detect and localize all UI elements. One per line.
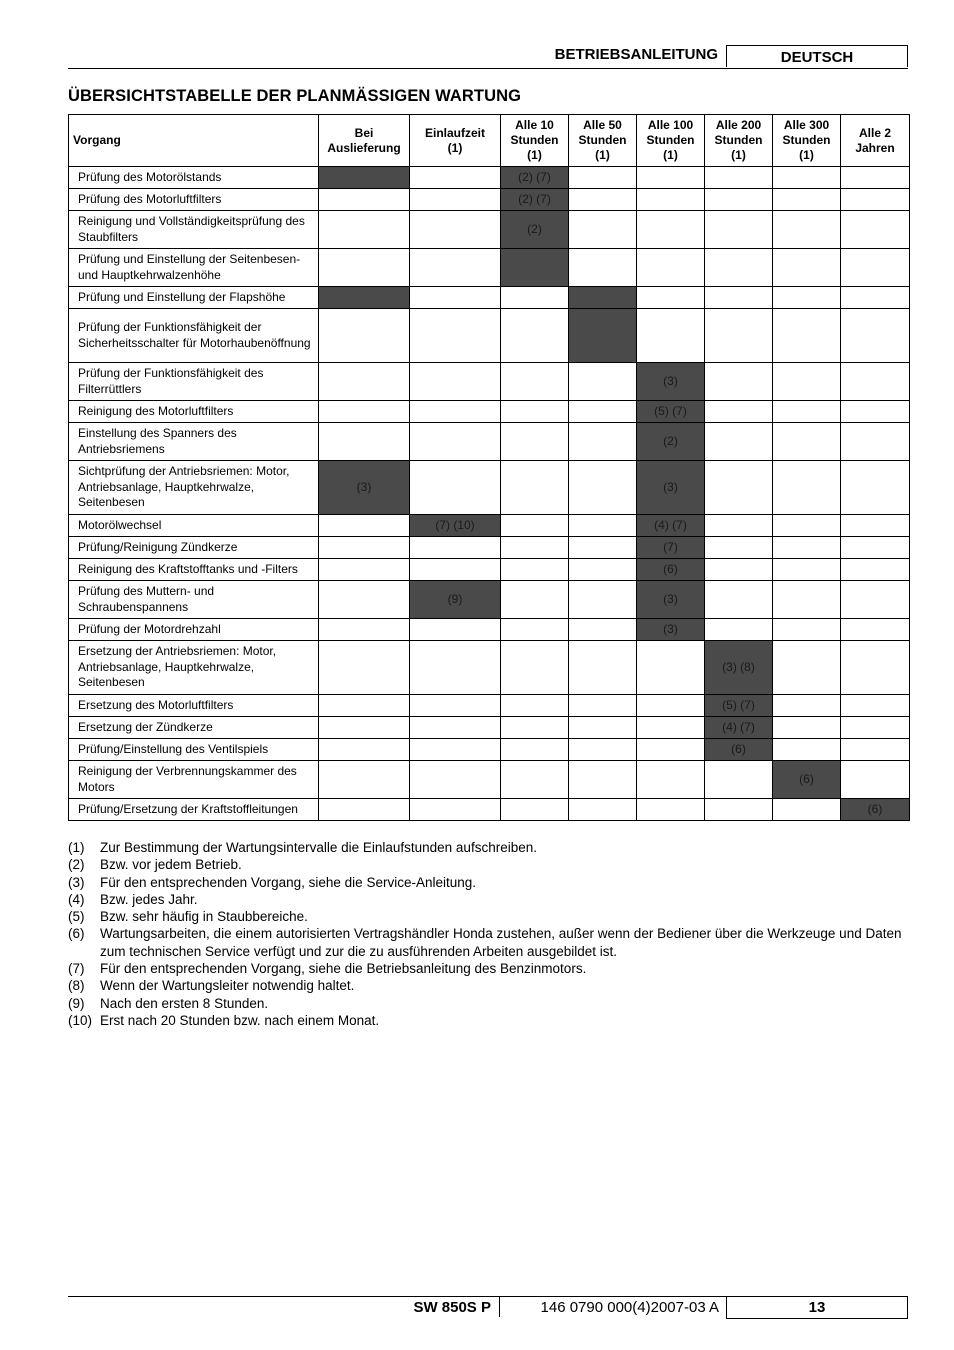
- interval-cell: [319, 695, 410, 717]
- interval-cell: [705, 619, 773, 641]
- interval-note: (3) (8): [722, 659, 755, 674]
- table-row: [69, 695, 910, 717]
- interval-cell: [637, 167, 705, 189]
- interval-cell: [410, 309, 501, 363]
- table-header-row: [69, 115, 910, 167]
- operation-cell: Reinigung des Motorluftfilters: [69, 401, 319, 423]
- operation-cell: Prüfung und Einstellung der Seitenbesen- und Hauptkehrwalzenhöhe: [69, 249, 319, 287]
- interval-cell: [773, 537, 841, 559]
- interval-cell: [841, 559, 910, 581]
- operation-cell: Motorölwechsel: [69, 515, 319, 537]
- interval-cell: [569, 461, 637, 515]
- interval-cell-marked: [637, 537, 705, 559]
- interval-cell: [773, 619, 841, 641]
- footnote-number: (3): [68, 874, 85, 890]
- interval-note: (9): [447, 591, 463, 606]
- footnote-number: (1): [68, 840, 85, 855]
- footnote: [68, 925, 908, 960]
- interval-cell: [410, 189, 501, 211]
- table-row: [69, 287, 910, 309]
- interval-cell: [637, 739, 705, 761]
- table-row: [69, 515, 910, 537]
- interval-cell: [319, 739, 410, 761]
- interval-cell: [705, 559, 773, 581]
- interval-cell: [569, 189, 637, 211]
- footnote-number: (10): [68, 1012, 93, 1028]
- interval-note: (3): [663, 373, 678, 388]
- interval-note: (2) (7): [518, 169, 551, 184]
- footnote-text: Wenn der Wartungsleiter notwendig haltet.: [100, 978, 355, 994]
- table-row: [69, 249, 910, 287]
- operation-cell: Ersetzung der Zündkerze: [69, 717, 319, 739]
- interval-cell-marked: [705, 739, 773, 761]
- interval-cell-marked: [569, 309, 637, 363]
- interval-cell: [637, 717, 705, 739]
- interval-note: (4) (7): [654, 517, 687, 532]
- interval-cell: [569, 423, 637, 461]
- table-row: [69, 537, 910, 559]
- interval-cell: [410, 249, 501, 287]
- footnote: [68, 1012, 908, 1029]
- interval-cell: [410, 739, 501, 761]
- interval-cell: [501, 761, 569, 799]
- table-body: [69, 167, 910, 821]
- operation-cell: Prüfung des Motorölstands: [69, 167, 319, 189]
- interval-cell: [637, 799, 705, 821]
- operation-cell: Reinigung der Verbrennungskammer des Motors: [69, 761, 319, 799]
- interval-cell: [569, 581, 637, 619]
- interval-cell: [637, 287, 705, 309]
- interval-note: (7): [663, 539, 678, 554]
- interval-cell: [501, 537, 569, 559]
- footer-document-code: 146 0790 000(4)2007-03 A: [540, 1299, 719, 1316]
- interval-cell: [705, 515, 773, 537]
- interval-cell: [410, 619, 501, 641]
- interval-cell: [841, 167, 910, 189]
- interval-cell: [569, 363, 637, 401]
- interval-cell: [637, 641, 705, 695]
- operation-cell: Prüfung der Motordrehzahl: [69, 619, 319, 641]
- interval-cell-marked: [410, 581, 501, 619]
- interval-cell: [501, 695, 569, 717]
- interval-cell: [637, 695, 705, 717]
- interval-cell: [319, 799, 410, 821]
- interval-cell: [569, 761, 637, 799]
- interval-cell: [705, 423, 773, 461]
- interval-cell: [501, 619, 569, 641]
- interval-cell-marked: [410, 515, 501, 537]
- interval-cell-marked: [637, 461, 705, 515]
- table-row: [69, 717, 910, 739]
- interval-note: (3): [663, 621, 678, 636]
- footnote: [68, 908, 908, 925]
- interval-note: (5) (7): [722, 697, 755, 712]
- interval-cell: [705, 461, 773, 515]
- interval-cell: [319, 249, 410, 287]
- interval-cell: [773, 515, 841, 537]
- interval-note: (3): [663, 479, 678, 494]
- interval-cell: [637, 309, 705, 363]
- interval-cell: [637, 189, 705, 211]
- footnote-text: Nach den ersten 8 Stunden.: [100, 995, 269, 1011]
- interval-cell: [773, 287, 841, 309]
- footnote-text: Bzw. jedes Jahr.: [100, 891, 198, 907]
- interval-cell: [410, 287, 501, 309]
- interval-cell: [410, 641, 501, 695]
- interval-cell: [501, 799, 569, 821]
- interval-cell-marked: [319, 287, 410, 309]
- interval-cell: [569, 211, 637, 249]
- interval-cell: [319, 559, 410, 581]
- interval-cell: [319, 717, 410, 739]
- footnote: [68, 856, 908, 873]
- interval-note: (7) (10): [435, 517, 475, 532]
- operation-cell: Prüfung/Einstellung des Ventilspiels: [69, 739, 319, 761]
- interval-cell: [410, 559, 501, 581]
- interval-cell: [705, 211, 773, 249]
- interval-cell: [501, 401, 569, 423]
- interval-cell: [569, 717, 637, 739]
- interval-cell: [705, 581, 773, 619]
- interval-cell: [705, 363, 773, 401]
- interval-cell: [319, 619, 410, 641]
- column-header-alle-10-stunden: Alle 10 Stunden (1): [501, 115, 569, 167]
- interval-cell: [501, 717, 569, 739]
- table-row: [69, 423, 910, 461]
- interval-cell: [705, 287, 773, 309]
- interval-cell: [410, 799, 501, 821]
- interval-cell: [319, 309, 410, 363]
- interval-cell-marked: [637, 401, 705, 423]
- footnote-text: Zur Bestimmung der Wartungsintervalle die Einlaufstunden aufschreiben.: [100, 840, 537, 855]
- footnote: [68, 839, 908, 856]
- interval-cell: [569, 515, 637, 537]
- interval-cell: [841, 401, 910, 423]
- operation-cell: Prüfung des Motorluftfilters: [69, 189, 319, 211]
- interval-cell: [841, 287, 910, 309]
- footnote-number: (7): [68, 961, 85, 977]
- table-row: [69, 761, 910, 799]
- interval-cell: [773, 189, 841, 211]
- operation-cell: Ersetzung des Motorluftfilters: [69, 695, 319, 717]
- operation-cell: Reinigung des Kraftstofftanks und -Filters: [69, 559, 319, 581]
- interval-cell: [841, 461, 910, 515]
- table-row: [69, 619, 910, 641]
- footnote-number: (9): [68, 995, 85, 1011]
- interval-cell: [410, 211, 501, 249]
- interval-cell-marked: [569, 287, 637, 309]
- interval-cell: [773, 211, 841, 249]
- operation-cell: Prüfung der Funktionsfähigkeit der Sicherheitsschalter für Motorhaubenöffnung: [69, 309, 319, 363]
- interval-cell-marked: [501, 249, 569, 287]
- interval-cell: [319, 189, 410, 211]
- interval-cell-marked: [637, 559, 705, 581]
- footnote: [68, 995, 908, 1012]
- interval-cell: [705, 799, 773, 821]
- interval-cell: [410, 423, 501, 461]
- interval-cell: [319, 363, 410, 401]
- interval-cell: [773, 641, 841, 695]
- interval-cell: [319, 581, 410, 619]
- footnote: [68, 891, 908, 908]
- footnote-number: (2): [68, 857, 85, 873]
- interval-cell: [841, 515, 910, 537]
- footnote-text: Wartungsarbeiten, die einem autorisierten Vertragshändler Honda zustehen, außer wenn der Bediener über die Werkzeuge und Daten zum technischen Service verfügt und zur die zu ausführenden Arbeiten ausgebildet ist.: [100, 926, 902, 959]
- interval-cell: [705, 309, 773, 363]
- footnote-number: (8): [68, 978, 85, 994]
- footnote-number: (4): [68, 891, 85, 907]
- interval-cell: [319, 423, 410, 461]
- interval-cell: [773, 401, 841, 423]
- interval-cell: [410, 401, 501, 423]
- interval-cell-marked: [319, 461, 410, 515]
- interval-cell-marked: [501, 211, 569, 249]
- interval-cell: [319, 401, 410, 423]
- interval-cell: [841, 695, 910, 717]
- interval-note: (3): [356, 479, 372, 494]
- footnote-text: Für den entsprechenden Vorgang, siehe die Betriebsanleitung des Benzinmotors.: [100, 961, 587, 977]
- interval-cell: [501, 739, 569, 761]
- interval-cell: [410, 363, 501, 401]
- operation-cell: Prüfung/Reinigung Zündkerze: [69, 537, 319, 559]
- interval-cell-marked: [637, 619, 705, 641]
- maintenance-table: [68, 114, 910, 821]
- interval-cell: [841, 717, 910, 739]
- page-title: ÜBERSICHTSTABELLE DER PLANMÄSSIGEN WARTUNG: [68, 87, 522, 105]
- interval-note: (6): [799, 771, 814, 786]
- interval-cell: [501, 423, 569, 461]
- table-row: [69, 211, 910, 249]
- interval-cell: [569, 619, 637, 641]
- table-row: [69, 189, 910, 211]
- interval-cell: [705, 249, 773, 287]
- interval-cell: [841, 423, 910, 461]
- interval-cell: [569, 249, 637, 287]
- interval-cell: [705, 401, 773, 423]
- footnote-text: Bzw. vor jedem Betrieb.: [100, 857, 242, 873]
- table-row: [69, 739, 910, 761]
- interval-cell: [569, 401, 637, 423]
- interval-cell: [501, 287, 569, 309]
- interval-cell: [501, 363, 569, 401]
- interval-cell: [410, 717, 501, 739]
- interval-cell: [841, 537, 910, 559]
- interval-cell: [501, 641, 569, 695]
- interval-cell: [841, 619, 910, 641]
- interval-cell: [773, 249, 841, 287]
- footnote-text: Erst nach 20 Stunden bzw. nach einem Monat.: [100, 1012, 380, 1028]
- interval-cell: [569, 739, 637, 761]
- interval-note: (5) (7): [654, 403, 687, 418]
- interval-cell: [410, 537, 501, 559]
- interval-cell: [569, 641, 637, 695]
- footnote-number: (5): [68, 909, 85, 925]
- interval-cell: [773, 559, 841, 581]
- interval-note: (6): [867, 801, 883, 816]
- column-header-alle-2-jahren: Alle 2 Jahren: [841, 115, 910, 167]
- interval-cell: [773, 309, 841, 363]
- interval-cell: [501, 461, 569, 515]
- interval-cell-marked: [773, 761, 841, 799]
- interval-cell: [773, 739, 841, 761]
- interval-cell: [410, 461, 501, 515]
- interval-cell: [841, 309, 910, 363]
- interval-note: (4) (7): [722, 719, 755, 734]
- header-language-box: DEUTSCH: [726, 45, 908, 67]
- interval-cell: [841, 211, 910, 249]
- interval-cell-marked: [705, 717, 773, 739]
- interval-cell-marked: [841, 799, 910, 821]
- footer-separator: [499, 1297, 500, 1317]
- interval-cell: [569, 167, 637, 189]
- interval-cell: [637, 761, 705, 799]
- table-row: [69, 559, 910, 581]
- interval-cell: [637, 249, 705, 287]
- table-row: [69, 363, 910, 401]
- interval-cell: [841, 761, 910, 799]
- interval-cell: [319, 515, 410, 537]
- interval-cell: [569, 559, 637, 581]
- interval-cell-marked: [637, 363, 705, 401]
- footer-page-number: 13: [726, 1297, 908, 1319]
- interval-note: (2): [527, 221, 542, 236]
- interval-cell: [319, 641, 410, 695]
- interval-cell: [569, 799, 637, 821]
- column-header-alle-100-stunden: Alle 100 Stunden (1): [637, 115, 705, 167]
- interval-cell-marked: [637, 515, 705, 537]
- interval-cell: [773, 695, 841, 717]
- interval-cell-marked: [501, 167, 569, 189]
- operation-cell: Prüfung des Muttern- und Schraubenspannens: [69, 581, 319, 619]
- interval-cell: [319, 211, 410, 249]
- footnotes-list: [68, 839, 908, 1029]
- interval-cell: [773, 717, 841, 739]
- operation-cell: Sichtprüfung der Antriebsriemen: Motor, Antriebsanlage, Hauptkehrwalze, Seitenbesen: [69, 461, 319, 515]
- footnote: [68, 874, 908, 891]
- interval-cell: [841, 581, 910, 619]
- column-header-bei-auslieferung: Bei Auslieferung: [319, 115, 410, 167]
- operation-cell: Prüfung der Funktionsfähigkeit des Filterrüttlers: [69, 363, 319, 401]
- interval-cell: [705, 761, 773, 799]
- interval-cell: [501, 515, 569, 537]
- interval-cell: [501, 309, 569, 363]
- footnote: [68, 960, 908, 977]
- interval-cell: [637, 211, 705, 249]
- interval-cell: [841, 641, 910, 695]
- footnote-number: (6): [68, 926, 85, 942]
- interval-cell: [319, 761, 410, 799]
- interval-note: (2) (7): [518, 191, 551, 206]
- interval-cell: [569, 537, 637, 559]
- interval-cell: [501, 581, 569, 619]
- footer-model: SW 850S P: [413, 1299, 491, 1316]
- interval-cell: [773, 461, 841, 515]
- header-manual-title: BETRIEBSANLEITUNG: [554, 46, 718, 63]
- column-header-alle-300-stunden: Alle 300 Stunden (1): [773, 115, 841, 167]
- interval-cell: [319, 537, 410, 559]
- interval-note: (2): [663, 433, 678, 448]
- table-row: [69, 641, 910, 695]
- interval-cell: [773, 581, 841, 619]
- operation-cell: Prüfung/Ersetzung der Kraftstoffleitungen: [69, 799, 319, 821]
- interval-cell: [410, 695, 501, 717]
- table-row: [69, 401, 910, 423]
- interval-cell-marked: [705, 641, 773, 695]
- interval-cell: [569, 695, 637, 717]
- interval-note: (3): [663, 591, 678, 606]
- interval-cell: [410, 167, 501, 189]
- operation-cell: Reinigung und Vollständigkeitsprüfung des Staubfilters: [69, 211, 319, 249]
- interval-cell: [773, 423, 841, 461]
- operation-cell: Einstellung des Spanners des Antriebsriemens: [69, 423, 319, 461]
- interval-cell: [841, 189, 910, 211]
- interval-cell: [705, 189, 773, 211]
- interval-cell: [773, 167, 841, 189]
- footnote: [68, 977, 908, 994]
- column-header-alle-200-stunden: Alle 200 Stunden (1): [705, 115, 773, 167]
- column-header-vorgang: Vorgang: [69, 115, 319, 167]
- interval-cell: [705, 167, 773, 189]
- table-row: [69, 799, 910, 821]
- interval-cell: [705, 537, 773, 559]
- interval-cell: [501, 559, 569, 581]
- interval-cell-marked: [637, 423, 705, 461]
- footnote-text: Bzw. sehr häufig in Staubbereiche.: [100, 909, 308, 925]
- table-row: [69, 581, 910, 619]
- table-row: [69, 167, 910, 189]
- footnote-text: Für den entsprechenden Vorgang, siehe die Service-Anleitung.: [100, 874, 476, 890]
- interval-cell: [773, 363, 841, 401]
- operation-cell: Ersetzung der Antriebsriemen: Motor, Antriebsanlage, Hauptkehrwalze, Seitenbesen: [69, 641, 319, 695]
- interval-note: (6): [731, 741, 746, 756]
- interval-cell: [841, 739, 910, 761]
- interval-note: (6): [663, 561, 678, 576]
- interval-cell-marked: [637, 581, 705, 619]
- column-header-alle-50-stunden: Alle 50 Stunden (1): [569, 115, 637, 167]
- interval-cell: [773, 799, 841, 821]
- table-row: [69, 309, 910, 363]
- table-row: [69, 461, 910, 515]
- interval-cell-marked: [501, 189, 569, 211]
- interval-cell: [841, 249, 910, 287]
- interval-cell-marked: [705, 695, 773, 717]
- interval-cell-marked: [319, 167, 410, 189]
- column-header-einlaufzeit: Einlaufzeit (1): [410, 115, 501, 167]
- operation-cell: Prüfung und Einstellung der Flapshöhe: [69, 287, 319, 309]
- header-rule: [68, 68, 908, 69]
- interval-cell: [841, 363, 910, 401]
- interval-cell: [410, 761, 501, 799]
